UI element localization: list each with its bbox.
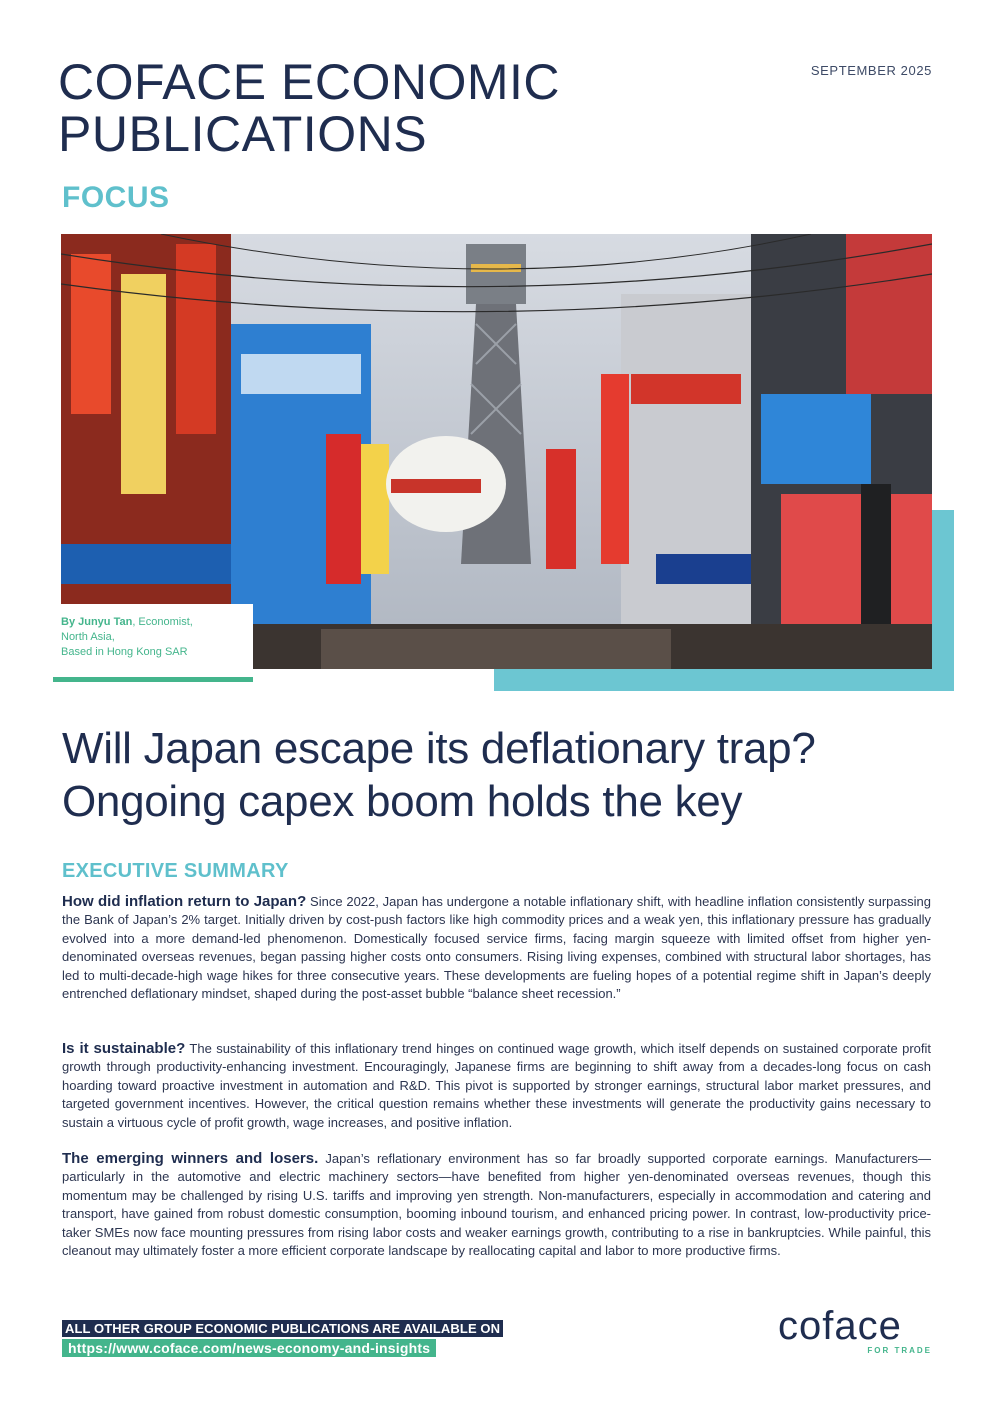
author-box	[53, 604, 253, 682]
publication-title	[58, 56, 658, 160]
footer-publications-note: ALL OTHER GROUP ECONOMIC PUBLICATIONS ARE AVAILABLE ON	[62, 1320, 503, 1337]
coface-logo-word: coface	[778, 1304, 902, 1348]
summary-paragraph-lead: Is it sustainable?	[62, 1040, 186, 1057]
author-region: North Asia,	[61, 631, 115, 643]
summary-paragraph-2	[62, 1040, 931, 1132]
author-role: , Economist,	[132, 616, 193, 628]
headline	[62, 722, 942, 828]
summary-paragraph-text: Since 2022, Japan has undergone a notable inflationary shift, with headline inflation consistently surpassing the Bank of Japan’s 2% target. Initially driven by cost-push factors like high commodity prices and a weak yen, this inflationary pressure has gradually evolved into a more demand-led phenomenon. Domestically focused service firms, facing margin squeeze with limited offset from higher yen-denominated overseas revenues, began passing higher costs onto consumers. Rising living expenses, combined with structural labor shortages, has led to multi-decade-high wage hikes for three consecutive years. These developments are fueling hopes of a potential regime shift in Japan’s deeply entrenched deflationary mindset, shaped during the post-asset bubble “balance sheet recession.”	[62, 894, 931, 1002]
coface-logo-tagline: FOR TRADE	[867, 1346, 932, 1355]
headline-line1: Will Japan escape its deflationary trap?	[62, 724, 816, 773]
publication-title-line2: PUBLICATIONS	[58, 106, 428, 162]
coface-logo	[778, 1306, 938, 1356]
author-name: By Junyu Tan	[61, 616, 133, 628]
headline-line2: Ongoing capex boom holds the key	[62, 777, 743, 826]
summary-paragraph-1	[62, 893, 931, 1003]
summary-paragraph-text: Japan’s reflationary environment has so far broadly supported corporate earnings. Manufacturers—particularly in the automotive and electric machinery sectors—have benefited from higher yen-denominated overseas revenues, though this momentum may be challenged by rising U.S. tariffs and improving yen strength. Non-manufacturers, especially in accommodation and catering and transport, have gained from robust domestic consumption, booming inbound tourism, and enhanced pricing power. In contrast, low-productivity price-taker SMEs now face mounting pressures from rising labor costs and weaker earnings growth, contributing to a rise in bankruptcies. While painful, this cleanout may ultimately foster a more efficient corporate landscape by reallocating capital and labor to more productive firms.	[62, 1151, 931, 1259]
publication-title-line1: COFACE ECONOMIC	[58, 54, 560, 110]
summary-paragraph-text: The sustainability of this inflationary trend hinges on continued wage growth, which itself depends on sustained corporate profit growth through productivity-enhancing investment. Encouragingly, Japanese firms are beginning to shift away from a decades-long focus on cash hoarding toward proactive investment in automation and R&D. This pivot is supported by stronger earnings, structural labor market pressures, and targeted government incentives. However, the critical question remains whether these investments will generate the productivity gains necessary to sustain a virtuous cycle of profit growth, wage increases, and positive inflation.	[62, 1041, 931, 1130]
summary-paragraph-lead: The emerging winners and losers.	[62, 1150, 319, 1167]
summary-paragraph-lead: How did inflation return to Japan?	[62, 893, 307, 910]
publication-date: SEPTEMBER 2025	[810, 63, 932, 78]
summary-paragraph-3	[62, 1150, 931, 1260]
footer-link[interactable]: https://www.coface.com/news-economy-and-insights	[62, 1339, 436, 1357]
section-label: FOCUS	[62, 181, 170, 214]
author-location: Based in Hong Kong SAR	[61, 646, 188, 658]
executive-summary-title: EXECUTIVE SUMMARY	[62, 860, 289, 882]
